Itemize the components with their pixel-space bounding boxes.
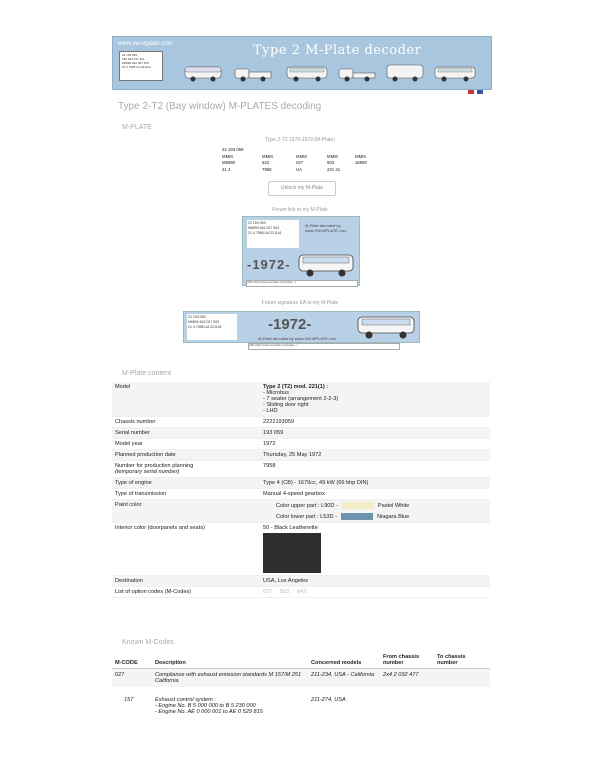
- row-value: Manual 4-speed gearbox: [260, 489, 490, 500]
- model-detail: - Microbus: [263, 390, 290, 396]
- forum-signature-image: [183, 311, 420, 343]
- col-header: From chassis number: [380, 652, 434, 669]
- row-key: Chassis number: [112, 417, 260, 428]
- grid-cell: UA: [296, 167, 302, 172]
- plate-line: 21 4 7958 UA 221141: [188, 325, 222, 329]
- decoded-by-text: M-Plate decoded by www.VW-MPLATE.com: [305, 223, 347, 233]
- row-key-note: (temporary serial number): [115, 469, 180, 475]
- row-value: 2222193059: [260, 417, 490, 428]
- grid-cell: 503: [327, 160, 335, 165]
- bus-illustration: [297, 251, 355, 279]
- mcode-from: [380, 687, 434, 718]
- plate-line: M6890 642 027 503: [248, 226, 280, 230]
- bus-illustration: [356, 314, 416, 340]
- grid-cell: MMM: [262, 154, 273, 159]
- plate-line: 190 324 237 421: [122, 57, 145, 61]
- paint-lower-name: Niagara Blue: [376, 513, 410, 520]
- grid-cell: MMM: [296, 154, 307, 159]
- row-value: Type 4 (CB) - 1679cc, 49 kW (66 bhp DIN): [260, 478, 490, 489]
- forum-plate: [187, 314, 237, 340]
- forum-signature-label: Forum signature EA to my M-Plate: [261, 300, 339, 306]
- option-code[interactable]: 027: [263, 589, 273, 595]
- grid-cell: 21 4: [222, 167, 231, 172]
- page-title: Type 2-T2 (Bay window) M-PLATES decoding: [118, 101, 322, 112]
- pickup-illustration: [337, 63, 377, 83]
- known-mcodes-table: [112, 652, 490, 718]
- table-row: [112, 489, 490, 500]
- row-key: Type of transmission: [112, 489, 260, 500]
- mcode: 027: [112, 669, 152, 688]
- year-badge: -1972-: [247, 257, 291, 272]
- grid-cell: MMM: [355, 154, 366, 159]
- row-value: 193 059: [260, 428, 490, 439]
- banner-title: Type 2 M-Plate decoder: [253, 43, 422, 58]
- mcode: 157: [124, 697, 134, 703]
- mcode-from: 2x4 2 032 477: [380, 669, 434, 688]
- plate-line: M6890 642 027 503: [122, 61, 149, 65]
- row-key: List of option codes (M-Codes): [112, 587, 260, 598]
- row-value: 7958: [260, 461, 490, 478]
- model-detail: - Sliding door right: [263, 402, 309, 408]
- bus-illustration: [183, 63, 223, 83]
- year-badge: -1972-: [268, 316, 312, 333]
- interior-text: 50 - Black Leatherette: [263, 525, 318, 531]
- desc-line: - Engine No. B 5 000 000 to B 5 230 000: [155, 703, 256, 709]
- paint-lower-label: Color lower part : L53D -: [276, 513, 337, 520]
- bus-illustration: [285, 63, 329, 83]
- table-row: [112, 576, 490, 587]
- table-row: [112, 382, 490, 417]
- col-header: M-CODE: [112, 652, 152, 669]
- banner-m-plate: [119, 51, 163, 81]
- table-row: [112, 428, 490, 439]
- mplate-caption: Type 2-T2 1970-1979 (M-Plate): [265, 137, 335, 143]
- forum-signature-code[interactable]: [URL=https://www.vw-mplate.com/mplate-...]: [248, 343, 400, 350]
- model-value: [260, 382, 490, 417]
- decoded-by-text: M-Plate decoded by www.VW-MPLATE.com: [258, 336, 337, 341]
- model-name: Type 2 (T2) mod. 221(1) :: [263, 384, 329, 390]
- table-row: [112, 587, 490, 598]
- row-key-line: Number for production planning: [115, 463, 194, 469]
- plate-line: 22 193 059: [248, 221, 266, 225]
- row-key: Type of engine: [112, 478, 260, 489]
- mcode-description: [152, 687, 308, 718]
- row-key: Model: [112, 382, 260, 417]
- plate-line: 22 193 059: [122, 53, 138, 57]
- table-row: [112, 478, 490, 489]
- grid-cell: 221 41: [327, 167, 341, 172]
- table-row: [112, 669, 490, 688]
- grid-cell: 027: [296, 160, 304, 165]
- forum-link-label: Forum link to my M-Plate: [272, 207, 328, 213]
- option-code[interactable]: 642: [296, 589, 307, 595]
- mcode-models: 211-234, USA - California: [308, 669, 380, 688]
- table-row: [112, 417, 490, 428]
- scan-speck: ·: [515, 630, 517, 635]
- table-row: [112, 439, 490, 450]
- unlock-mplate-button[interactable]: Unlock my M-Plate: [268, 181, 336, 196]
- fr-flag-icon[interactable]: [477, 90, 483, 94]
- row-key: Planned production date: [112, 450, 260, 461]
- forum-link-image: [242, 216, 360, 286]
- table-row: [112, 461, 490, 478]
- grid-cell: MMM: [327, 154, 338, 159]
- interior-swatch: [263, 533, 321, 573]
- scan-speck: ·: [175, 278, 177, 283]
- table-row: [112, 450, 490, 461]
- grid-cell: M6890: [222, 160, 236, 165]
- grid-cell: 7958: [262, 167, 272, 172]
- forum-link-code[interactable]: [URL=https://www.vw-mplate.com/mplate-...]: [246, 280, 358, 287]
- table-row: [112, 687, 490, 718]
- table-row: [112, 500, 490, 523]
- plate-line: 22 193 059: [188, 315, 206, 319]
- uk-flag-icon[interactable]: [468, 90, 474, 94]
- paint-upper-swatch: [342, 502, 374, 509]
- row-value: 1972: [260, 439, 490, 450]
- pickup-illustration: [233, 63, 273, 83]
- plate-row1: 22 193 059: [222, 147, 244, 152]
- col-header: To chassis number: [434, 652, 490, 669]
- interior-value: [260, 523, 490, 576]
- paint-value: [260, 500, 490, 523]
- paint-lower-swatch: [341, 513, 373, 520]
- site-url[interactable]: www.vw-mplate.com: [118, 41, 173, 47]
- grid-cell: MMM: [222, 154, 233, 159]
- desc-line: Exhaust control system :: [155, 697, 216, 703]
- option-codes: [260, 587, 490, 598]
- plate-line: 21 4 7958 UA 221141: [248, 231, 282, 235]
- plate-line: 22 4 7958 UA 221141: [122, 65, 151, 69]
- col-header: Concerned models: [308, 652, 380, 669]
- mcode-to: [434, 687, 490, 718]
- row-key: Interior color (doorpanels and seats): [112, 523, 260, 576]
- table-row: [112, 523, 490, 576]
- m-plate-content-table: [112, 382, 490, 598]
- row-key: Destination: [112, 576, 260, 587]
- grid-cell: 642: [262, 160, 270, 165]
- mcode-description: Compliance with exhaust emission standards M 157/M 251 California: [152, 669, 308, 688]
- option-code[interactable]: 503: [279, 589, 290, 595]
- row-value: Thursday, 25 May 1972: [260, 450, 490, 461]
- plate-line: M6890 642 027 503: [188, 320, 220, 324]
- row-key: Model year: [112, 439, 260, 450]
- known-mcodes-heading: Known M-Codes: [122, 639, 174, 646]
- mcode-models: 211-274, USA: [311, 697, 346, 703]
- mplate-heading: M-PLATE: [122, 124, 152, 131]
- content-heading: M-Plate content: [122, 370, 172, 377]
- row-key: [112, 461, 260, 478]
- mcode-to: [434, 669, 490, 688]
- model-detail: - LHD: [263, 408, 278, 414]
- desc-line: - Engine No. AE 0 000 001 to AE 0 529 815: [155, 709, 263, 715]
- col-header: Description: [152, 652, 308, 669]
- paint-upper-label: Color upper part : L90D -: [276, 502, 338, 509]
- row-value: USA, Los Angeles: [260, 576, 490, 587]
- row-key: Paint color: [112, 500, 260, 523]
- grid-cell: 16990: [355, 160, 367, 165]
- table-header-row: [112, 652, 490, 669]
- forum-plate: [247, 220, 299, 248]
- panel-van-illustration: [385, 63, 425, 83]
- row-key: Serial number: [112, 428, 260, 439]
- header-banner: [112, 36, 492, 90]
- bus-illustration: [433, 63, 477, 83]
- model-detail: - 7 seater (arrangement 2-2-3): [263, 396, 339, 402]
- paint-upper-name: Pastel White: [377, 502, 410, 509]
- language-flags: [466, 90, 483, 96]
